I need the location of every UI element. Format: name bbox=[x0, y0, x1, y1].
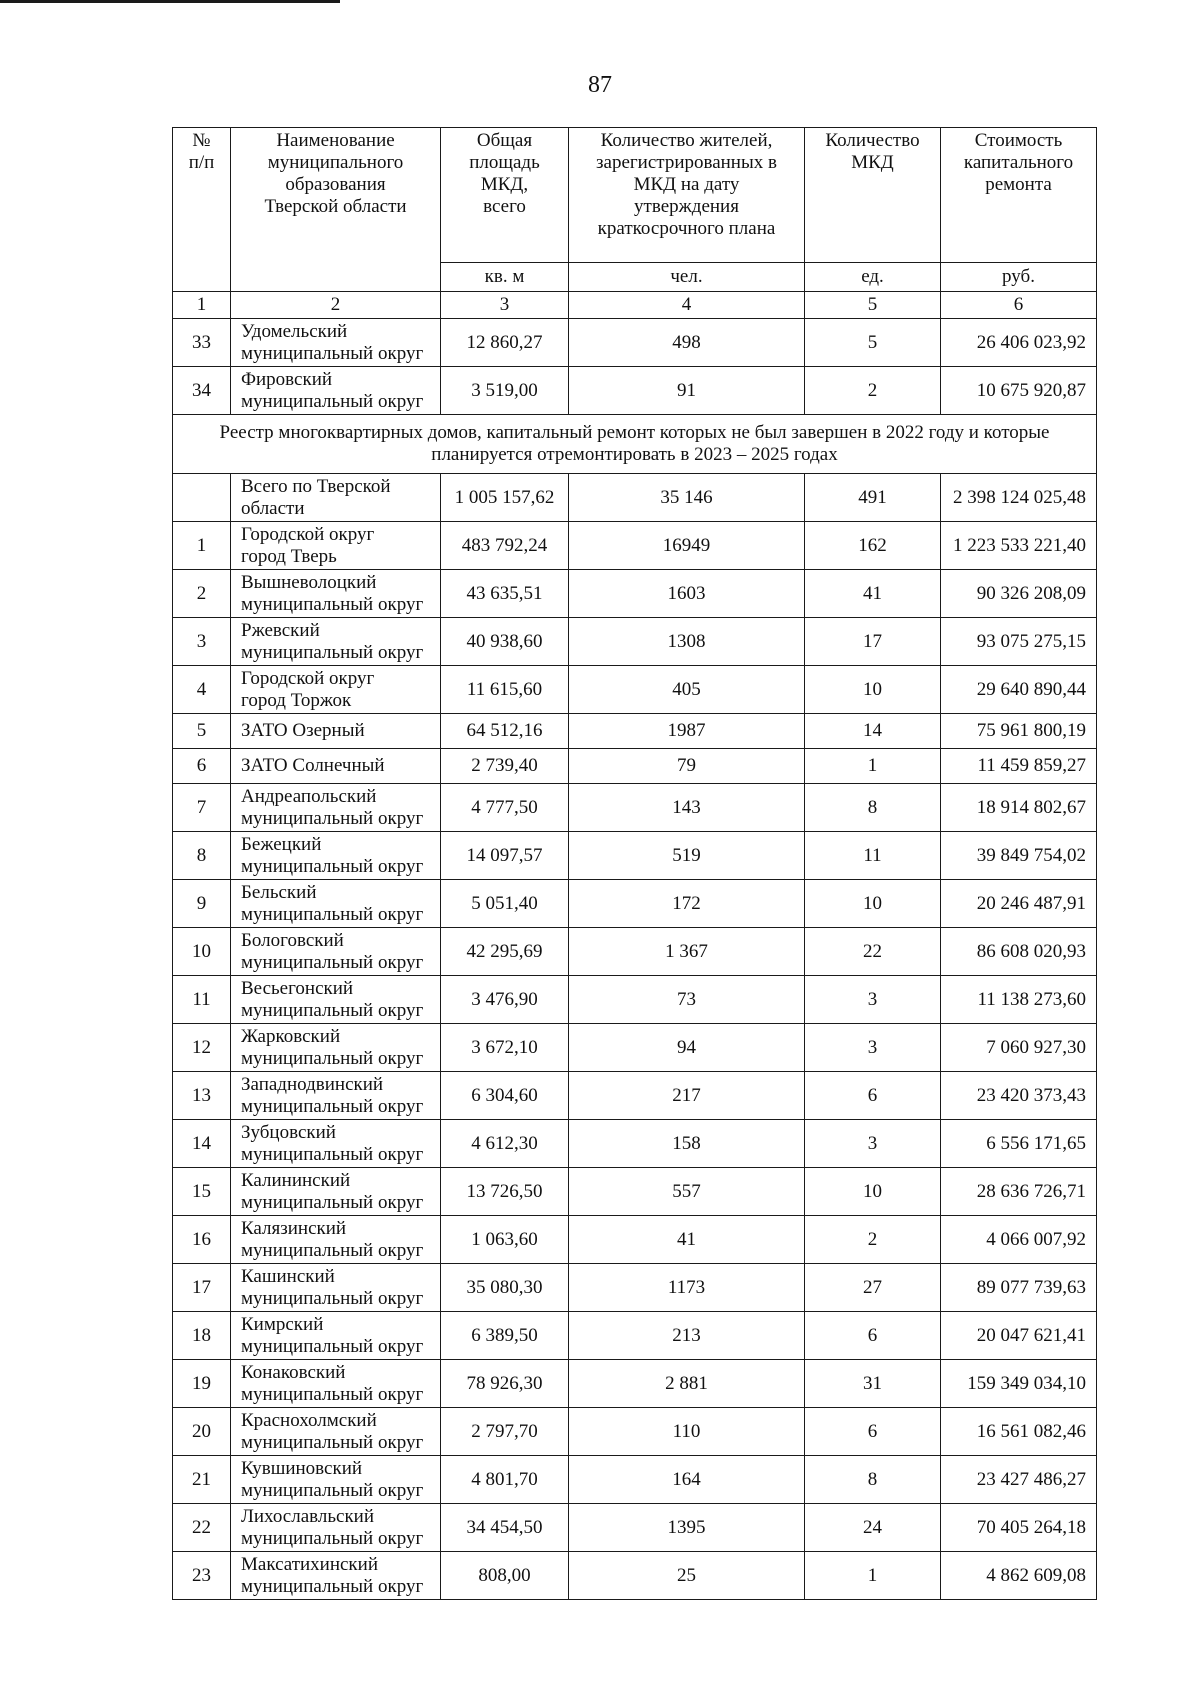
column-numbers-row bbox=[173, 292, 1097, 319]
table-row bbox=[173, 570, 1097, 618]
repair-cost: 70 405 264,18 bbox=[941, 1504, 1097, 1552]
table-row bbox=[173, 714, 1097, 749]
mkd-count: 3 bbox=[805, 1024, 941, 1072]
repair-cost: 20 047 621,41 bbox=[941, 1312, 1097, 1360]
row-number: 17 bbox=[173, 1264, 231, 1312]
header-name: Наименование муниципального образования Тверской области bbox=[231, 128, 441, 292]
table-row bbox=[173, 1456, 1097, 1504]
repair-cost: 159 349 034,10 bbox=[941, 1360, 1097, 1408]
header-area: Общая площадь МКД, всего bbox=[441, 128, 569, 263]
table-row bbox=[173, 976, 1097, 1024]
row-number: 1 bbox=[173, 522, 231, 570]
table-row bbox=[173, 1408, 1097, 1456]
unit-cost: руб. bbox=[941, 263, 1097, 292]
row-number: 21 bbox=[173, 1456, 231, 1504]
total-area: 6 389,50 bbox=[441, 1312, 569, 1360]
total-area: 483 792,24 bbox=[441, 522, 569, 570]
total-area: 35 080,30 bbox=[441, 1264, 569, 1312]
table-row bbox=[173, 1120, 1097, 1168]
repair-cost: 75 961 800,19 bbox=[941, 714, 1097, 749]
residents-count: 158 bbox=[569, 1120, 805, 1168]
total-area: 13 726,50 bbox=[441, 1168, 569, 1216]
residents-count: 143 bbox=[569, 784, 805, 832]
mkd-count: 2 bbox=[805, 367, 941, 415]
table-row bbox=[173, 928, 1097, 976]
mkd-count: 11 bbox=[805, 832, 941, 880]
header-count: Количество МКД bbox=[805, 128, 941, 263]
residents-count: 2 881 bbox=[569, 1360, 805, 1408]
row-number: 12 bbox=[173, 1024, 231, 1072]
top-rule bbox=[0, 0, 340, 3]
row-number: 19 bbox=[173, 1360, 231, 1408]
repair-cost: 28 636 726,71 bbox=[941, 1168, 1097, 1216]
municipality-name: Фировский муниципальный округ bbox=[231, 367, 441, 415]
municipality-name: Вышневолоцкий муниципальный округ bbox=[231, 570, 441, 618]
header-cost: Стоимость капитального ремонта bbox=[941, 128, 1097, 263]
header-residents: Количество жителей, зарегистрированных в МКД на дату утверждения краткосрочного плана bbox=[569, 128, 805, 263]
mkd-count: 17 bbox=[805, 618, 941, 666]
municipality-name: Калязинский муниципальный округ bbox=[231, 1216, 441, 1264]
mkd-count: 6 bbox=[805, 1312, 941, 1360]
repair-cost: 4 066 007,92 bbox=[941, 1216, 1097, 1264]
mkd-count: 22 bbox=[805, 928, 941, 976]
total-area: 78 926,30 bbox=[441, 1360, 569, 1408]
residents-count: 213 bbox=[569, 1312, 805, 1360]
total-area: 34 454,50 bbox=[441, 1504, 569, 1552]
repair-cost: 7 060 927,30 bbox=[941, 1024, 1097, 1072]
mkd-count: 27 bbox=[805, 1264, 941, 1312]
table-row bbox=[173, 784, 1097, 832]
repair-cost: 6 556 171,65 bbox=[941, 1120, 1097, 1168]
table-row bbox=[173, 1504, 1097, 1552]
table-row bbox=[173, 367, 1097, 415]
residents-count: 110 bbox=[569, 1408, 805, 1456]
total-area: 2 739,40 bbox=[441, 749, 569, 784]
repair-cost: 2 398 124 025,48 bbox=[941, 474, 1097, 522]
mkd-count: 491 bbox=[805, 474, 941, 522]
table-row bbox=[173, 1360, 1097, 1408]
mkd-count: 162 bbox=[805, 522, 941, 570]
municipality-name: Конаковский муниципальный округ bbox=[231, 1360, 441, 1408]
column-number: 5 bbox=[805, 292, 941, 319]
municipality-name: Весьегонский муниципальный округ bbox=[231, 976, 441, 1024]
mkd-count: 10 bbox=[805, 666, 941, 714]
mkd-count: 31 bbox=[805, 1360, 941, 1408]
column-number: 4 bbox=[569, 292, 805, 319]
row-number: 16 bbox=[173, 1216, 231, 1264]
mkd-count: 8 bbox=[805, 784, 941, 832]
residents-count: 91 bbox=[569, 367, 805, 415]
row-number: 10 bbox=[173, 928, 231, 976]
municipality-name: Кимрский муниципальный округ bbox=[231, 1312, 441, 1360]
table-row bbox=[173, 832, 1097, 880]
repair-cost: 16 561 082,46 bbox=[941, 1408, 1097, 1456]
residents-count: 16949 bbox=[569, 522, 805, 570]
residents-count: 1395 bbox=[569, 1504, 805, 1552]
repair-cost: 20 246 487,91 bbox=[941, 880, 1097, 928]
total-area: 12 860,27 bbox=[441, 319, 569, 367]
residents-count: 1987 bbox=[569, 714, 805, 749]
column-number: 6 bbox=[941, 292, 1097, 319]
total-area: 4 612,30 bbox=[441, 1120, 569, 1168]
residents-count: 164 bbox=[569, 1456, 805, 1504]
repair-cost: 39 849 754,02 bbox=[941, 832, 1097, 880]
municipality-name: Андреапольский муниципальный округ bbox=[231, 784, 441, 832]
table-row bbox=[173, 1312, 1097, 1360]
row-number: 34 bbox=[173, 367, 231, 415]
residents-count: 1173 bbox=[569, 1264, 805, 1312]
municipality-name: Удомельский муниципальный округ bbox=[231, 319, 441, 367]
row-number: 3 bbox=[173, 618, 231, 666]
row-number: 23 bbox=[173, 1552, 231, 1600]
repair-cost: 26 406 023,92 bbox=[941, 319, 1097, 367]
repair-cost: 29 640 890,44 bbox=[941, 666, 1097, 714]
residents-count: 35 146 bbox=[569, 474, 805, 522]
page-number: 87 bbox=[588, 72, 612, 98]
row-number: 33 bbox=[173, 319, 231, 367]
repair-cost: 23 420 373,43 bbox=[941, 1072, 1097, 1120]
residents-count: 41 bbox=[569, 1216, 805, 1264]
mkd-count: 3 bbox=[805, 976, 941, 1024]
residents-count: 498 bbox=[569, 319, 805, 367]
residents-count: 519 bbox=[569, 832, 805, 880]
municipality-name: Бежецкий муниципальный округ bbox=[231, 832, 441, 880]
repair-cost: 10 675 920,87 bbox=[941, 367, 1097, 415]
row-number: 22 bbox=[173, 1504, 231, 1552]
municipality-name: Лихославльский муниципальный округ bbox=[231, 1504, 441, 1552]
table-row bbox=[173, 1024, 1097, 1072]
row-number bbox=[173, 474, 231, 522]
municipality-name: Западнодвинский муниципальный округ bbox=[231, 1072, 441, 1120]
unit-area: кв. м bbox=[441, 263, 569, 292]
municipality-name: Максатихинский муниципальный округ bbox=[231, 1552, 441, 1600]
total-area: 14 097,57 bbox=[441, 832, 569, 880]
repair-cost: 11 138 273,60 bbox=[941, 976, 1097, 1024]
repair-cost: 89 077 739,63 bbox=[941, 1264, 1097, 1312]
header-num: № п/п bbox=[173, 128, 231, 292]
total-area: 43 635,51 bbox=[441, 570, 569, 618]
mkd-count: 10 bbox=[805, 1168, 941, 1216]
mkd-count: 10 bbox=[805, 880, 941, 928]
municipality-name: Кувшиновский муниципальный округ bbox=[231, 1456, 441, 1504]
total-area: 40 938,60 bbox=[441, 618, 569, 666]
table-row bbox=[173, 749, 1097, 784]
row-number: 15 bbox=[173, 1168, 231, 1216]
column-number: 2 bbox=[231, 292, 441, 319]
municipality-name: Ржевский муниципальный округ bbox=[231, 618, 441, 666]
residents-count: 405 bbox=[569, 666, 805, 714]
mkd-count: 41 bbox=[805, 570, 941, 618]
municipality-name: Городской округ город Тверь bbox=[231, 522, 441, 570]
municipality-name: Жарковский муниципальный округ bbox=[231, 1024, 441, 1072]
residents-count: 217 bbox=[569, 1072, 805, 1120]
section-row bbox=[173, 415, 1097, 474]
column-number: 1 bbox=[173, 292, 231, 319]
municipality-name: Краснохолмский муниципальный округ bbox=[231, 1408, 441, 1456]
total-area: 3 672,10 bbox=[441, 1024, 569, 1072]
table-row bbox=[173, 1552, 1097, 1600]
table-row bbox=[173, 1216, 1097, 1264]
total-area: 808,00 bbox=[441, 1552, 569, 1600]
total-area: 11 615,60 bbox=[441, 666, 569, 714]
row-number: 7 bbox=[173, 784, 231, 832]
table-row bbox=[173, 666, 1097, 714]
residents-count: 73 bbox=[569, 976, 805, 1024]
mkd-count: 3 bbox=[805, 1120, 941, 1168]
repair-cost: 4 862 609,08 bbox=[941, 1552, 1097, 1600]
total-area: 5 051,40 bbox=[441, 880, 569, 928]
total-area: 4 801,70 bbox=[441, 1456, 569, 1504]
unit-residents: чел. bbox=[569, 263, 805, 292]
repair-cost: 23 427 486,27 bbox=[941, 1456, 1097, 1504]
municipality-name: Городской округ город Торжок bbox=[231, 666, 441, 714]
header-row bbox=[173, 128, 1097, 263]
table-row bbox=[173, 1168, 1097, 1216]
mkd-count: 6 bbox=[805, 1408, 941, 1456]
table-row bbox=[173, 1264, 1097, 1312]
mkd-count: 14 bbox=[805, 714, 941, 749]
total-area: 3 519,00 bbox=[441, 367, 569, 415]
repair-cost: 90 326 208,09 bbox=[941, 570, 1097, 618]
table-row bbox=[173, 880, 1097, 928]
residents-count: 172 bbox=[569, 880, 805, 928]
residents-count: 79 bbox=[569, 749, 805, 784]
row-number: 4 bbox=[173, 666, 231, 714]
total-area: 3 476,90 bbox=[441, 976, 569, 1024]
residents-count: 1 367 bbox=[569, 928, 805, 976]
total-area: 6 304,60 bbox=[441, 1072, 569, 1120]
row-number: 8 bbox=[173, 832, 231, 880]
table-row bbox=[173, 319, 1097, 367]
municipality-name: Бельский муниципальный округ bbox=[231, 880, 441, 928]
mkd-count: 6 bbox=[805, 1072, 941, 1120]
municipality-name: Бологовский муниципальный округ bbox=[231, 928, 441, 976]
mkd-count: 24 bbox=[805, 1504, 941, 1552]
row-number: 20 bbox=[173, 1408, 231, 1456]
row-number: 9 bbox=[173, 880, 231, 928]
mkd-count: 5 bbox=[805, 319, 941, 367]
total-area: 42 295,69 bbox=[441, 928, 569, 976]
row-number: 5 bbox=[173, 714, 231, 749]
municipality-name: Всего по Тверской области bbox=[231, 474, 441, 522]
section-title: Реестр многоквартирных домов, капитальный ремонт которых не был завершен в 2022 году и которые планируется отремонтировать в 2023 – 2025 годах bbox=[173, 415, 1097, 474]
residents-count: 25 bbox=[569, 1552, 805, 1600]
repair-cost: 1 223 533 221,40 bbox=[941, 522, 1097, 570]
mkd-count: 1 bbox=[805, 1552, 941, 1600]
municipality-name: Калининский муниципальный округ bbox=[231, 1168, 441, 1216]
table-row bbox=[173, 618, 1097, 666]
row-number: 18 bbox=[173, 1312, 231, 1360]
row-number: 14 bbox=[173, 1120, 231, 1168]
repair-cost: 11 459 859,27 bbox=[941, 749, 1097, 784]
mkd-count: 1 bbox=[805, 749, 941, 784]
municipality-name: ЗАТО Солнечный bbox=[231, 749, 441, 784]
column-number: 3 bbox=[441, 292, 569, 319]
repair-cost: 18 914 802,67 bbox=[941, 784, 1097, 832]
row-number: 2 bbox=[173, 570, 231, 618]
table-row bbox=[173, 1072, 1097, 1120]
residents-count: 1308 bbox=[569, 618, 805, 666]
unit-count: ед. bbox=[805, 263, 941, 292]
residents-count: 1603 bbox=[569, 570, 805, 618]
total-area: 2 797,70 bbox=[441, 1408, 569, 1456]
repair-cost: 93 075 275,15 bbox=[941, 618, 1097, 666]
total-area: 4 777,50 bbox=[441, 784, 569, 832]
repair-cost: 86 608 020,93 bbox=[941, 928, 1097, 976]
total-area: 1 063,60 bbox=[441, 1216, 569, 1264]
mkd-count: 2 bbox=[805, 1216, 941, 1264]
capital-repair-table bbox=[172, 127, 1097, 1600]
row-number: 6 bbox=[173, 749, 231, 784]
table-row bbox=[173, 474, 1097, 522]
residents-count: 94 bbox=[569, 1024, 805, 1072]
municipality-name: Кашинский муниципальный округ bbox=[231, 1264, 441, 1312]
residents-count: 557 bbox=[569, 1168, 805, 1216]
row-number: 11 bbox=[173, 976, 231, 1024]
municipality-name: Зубцовский муниципальный округ bbox=[231, 1120, 441, 1168]
table-row bbox=[173, 522, 1097, 570]
row-number: 13 bbox=[173, 1072, 231, 1120]
total-area: 1 005 157,62 bbox=[441, 474, 569, 522]
total-area: 64 512,16 bbox=[441, 714, 569, 749]
municipality-name: ЗАТО Озерный bbox=[231, 714, 441, 749]
mkd-count: 8 bbox=[805, 1456, 941, 1504]
